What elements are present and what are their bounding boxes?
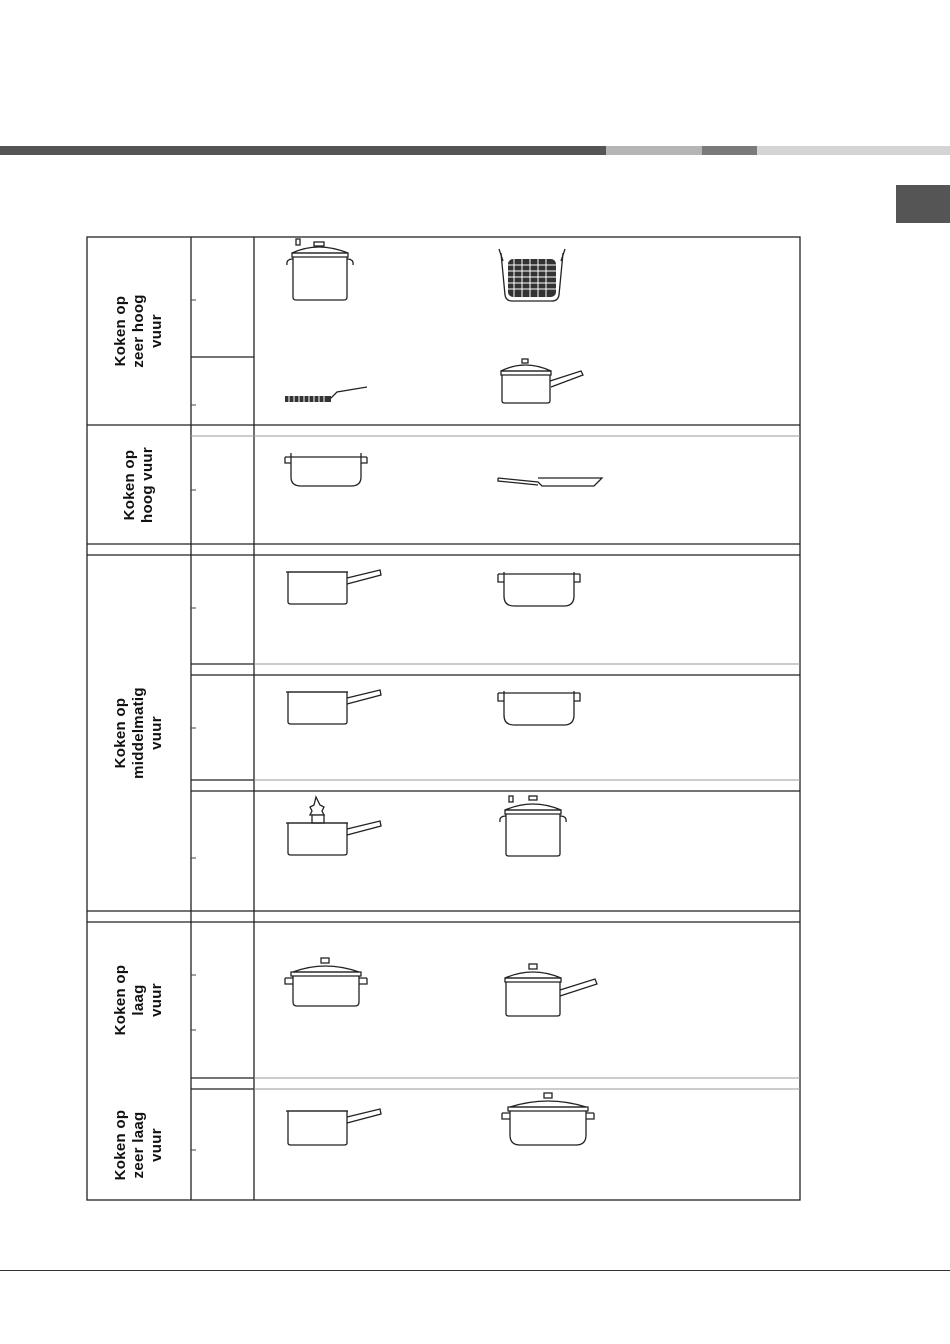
saucepan-with-lid-icon [501, 359, 583, 403]
two-handled-pot-icon [498, 572, 580, 606]
section-label-very-high-heat [87, 237, 191, 425]
footer-rule [0, 1270, 950, 1271]
section-label-very-low-heat [87, 1089, 191, 1200]
frying-pan-icon [498, 478, 602, 486]
table-grid [87, 237, 800, 1200]
two-handled-pot-icon [285, 453, 367, 486]
section-label-text: Koken op laag vuur [112, 964, 165, 1036]
casserole-with-lid-icon [285, 958, 367, 1006]
section-label-text: Koken op zeer hoog vuur [112, 294, 165, 368]
deep-fryer-basket-icon [499, 249, 565, 301]
section-label-medium-heat [87, 555, 191, 911]
section-label-text: Koken op hoog vuur [121, 446, 156, 523]
two-handled-pot-icon [498, 691, 580, 725]
section-label-text: Koken op zeer laag vuur [112, 1109, 165, 1180]
section-label-text: Koken op middelmatig vuur [112, 687, 165, 779]
saucepan-icon [286, 570, 381, 604]
section-label-low-heat [87, 922, 191, 1078]
pressure-cooker-icon [500, 796, 566, 856]
grill-pan-icon [285, 387, 367, 402]
saucepan-icon [286, 1109, 381, 1145]
stockpot-with-lid-icon [287, 239, 353, 300]
section-label-high-heat [87, 425, 191, 544]
double-boiler-icon [286, 797, 381, 855]
saucepan-with-lid-icon [505, 964, 597, 1016]
wide-casserole-with-lid-icon [502, 1093, 594, 1145]
saucepan-icon [286, 690, 381, 724]
